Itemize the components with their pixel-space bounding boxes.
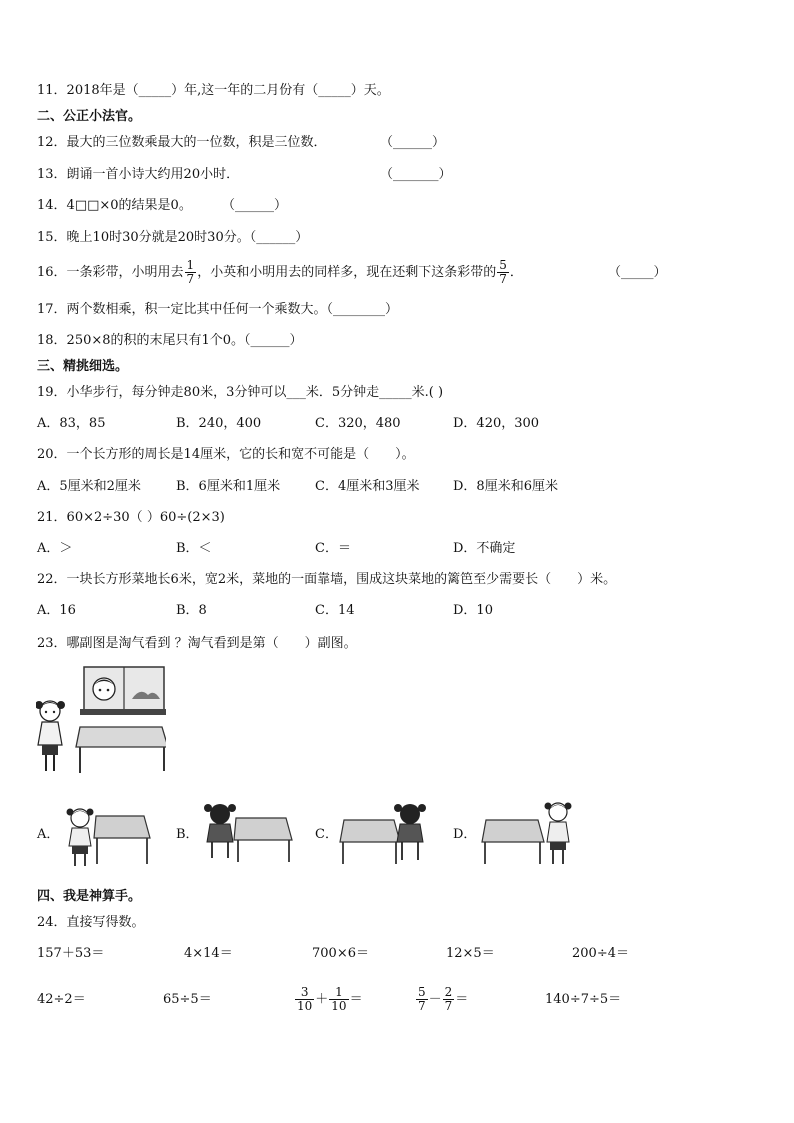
question-13: 13．朗诵一首小诗大约用20小时． [37,167,240,182]
calc-1: 157＋53＝ [37,946,105,961]
q19-option-c[interactable]: C．320，480 [315,416,401,431]
section-3-title: 三、精挑细选。 [37,359,129,374]
q23-option-b[interactable]: B． [176,827,199,842]
q19-option-b[interactable]: B．240，400 [176,416,262,431]
q23-option-b-image[interactable] [200,800,294,866]
q19-option-a[interactable]: A．83，85 [37,416,106,431]
question-18: 18．250×8的积的末尾只有1个0。（______） [37,333,303,348]
calc-7: 65÷5＝ [163,992,212,1007]
q23-option-c[interactable]: C． [315,827,338,842]
question-17: 17．两个数相乘，积一定比其中任何一个乘数大。（________） [37,302,399,317]
question-21: 21．60×2÷30（ ）60÷(2×3) [37,510,225,525]
calc-3: 700×6＝ [312,946,369,961]
q22-option-d[interactable]: D．10 [453,603,493,618]
question-16 [37,258,523,288]
q20-option-d[interactable]: D．8厘米和6厘米 [453,479,558,494]
q20-option-b[interactable]: B．6厘米和1厘米 [176,479,281,494]
q22-option-b[interactable]: B．8 [176,603,207,618]
q12-blank[interactable]: （______） [380,135,446,150]
frac-a-1: $\frac{3}{10}$ [297,985,313,1013]
calc-5: 200÷4＝ [572,946,629,961]
q21-option-c[interactable]: C．＝ [315,541,351,556]
q21-option-b[interactable]: B．＜ [176,541,212,556]
question-14: 14．4□□×0的结果是0。 [37,198,192,213]
question-24: 24．直接写得数。 [37,915,145,930]
q21-option-a[interactable]: A．＞ [37,541,73,556]
calc-9-fraction-diff: $\frac{5}{7}$ － $\frac{2}{7}$ ＝ [418,985,469,1013]
q13-blank[interactable]: （_______） [380,167,452,182]
q20-option-c[interactable]: C．4厘米和3厘米 [315,479,420,494]
q23-option-a-image[interactable] [62,802,152,868]
q16-fraction-2: $\frac{5}{7}$ [499,258,507,286]
q16-fraction-1: $\frac{1}{7}$ [186,258,195,286]
frac-b-2: $\frac{2}{7}$ [444,985,453,1013]
q19-option-d[interactable]: D．420，300 [453,416,540,431]
q23-scene-illustration [36,665,166,777]
q23-option-a[interactable]: A． [37,827,60,842]
frac-b-1: $\frac{5}{7}$ [418,985,426,1013]
calc-4: 12×5＝ [446,946,495,961]
calc-6: 42÷2＝ [37,992,86,1007]
q16-part1: 16．一条彩带，小明用去 [37,265,184,280]
question-11: 11．2018年是（_____）年,这一年的二月份有（_____）天。 [37,83,390,98]
q23-option-d[interactable]: D． [453,827,477,842]
q23-option-d-image[interactable] [478,798,578,868]
question-15: 15．晚上10时30分就是20时30分。（______） [37,230,309,245]
section-4-title: 四、我是神算手。 [37,889,142,904]
q14-blank[interactable]: （______） [222,198,288,213]
section-2-title: 二、公正小法官。 [37,109,142,124]
q23-option-c-image[interactable] [338,802,430,868]
q16-blank[interactable]: （_____） [608,265,667,280]
question-22: 22．一块长方形菜地长6米，宽2米，菜地的一面靠墙，围成这块菜地的篱笆至少需要长（ ）米。 [37,572,617,587]
question-19: 19．小华步行，每分钟走80米，3分钟可以___米．5分钟走_____米.( ) [37,385,444,400]
q16-part2: ，小英和小明用去的同样多，现在还剩下这条彩带的 [197,265,497,280]
calc-8-fraction-sum: $\frac{3}{10}$ ＋ $\frac{1}{10}$ ＝ [297,985,363,1013]
q22-option-a[interactable]: A．16 [37,603,76,618]
frac-a-2: $\frac{1}{10}$ [331,985,347,1013]
question-20: 20．一个长方形的周长是14厘米，它的长和宽不可能是（ ）。 [37,447,415,462]
calc-10: 140÷7÷5＝ [545,992,622,1007]
question-12 [37,134,327,152]
q12-text: 12．最大的三位数乘最大的一位数，积是三位数． [37,135,327,150]
calc-2: 4×14＝ [184,946,233,961]
question-23: 23．哪副图是淘气看到 ？淘气看到是第（ ）副图。 [37,636,357,651]
q21-option-d[interactable]: D．不确定 [453,541,516,556]
q16-part3: ． [509,265,523,280]
q20-option-a[interactable]: A．5厘米和2厘米 [37,479,141,494]
q22-option-c[interactable]: C．14 [315,603,355,618]
